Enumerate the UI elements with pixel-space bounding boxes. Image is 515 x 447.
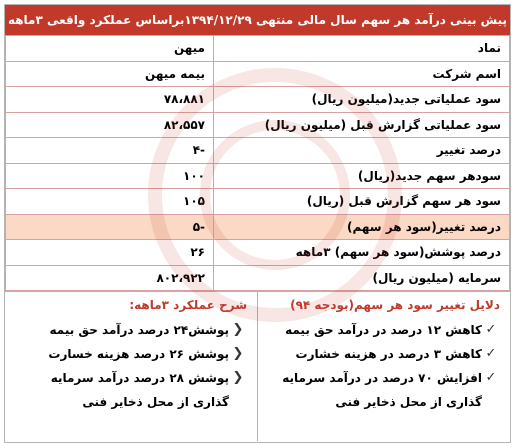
list-item — [13, 318, 247, 342]
table-row — [6, 138, 510, 164]
list-item-text: پوشش ۲۸ درصد درآمد سرمایه گذاری از محل ذخایر فنی — [50, 371, 229, 409]
list-item-text: کاهش ۳ درصد در هزینه خشارت — [295, 347, 482, 361]
performance-panel — [5, 292, 257, 441]
table-title: پیش بینی درآمد هر سهم سال مالی منتهی ۱۳۹۴/۱۲/۲۹براساس عملکرد واقعی ۳ماهه — [5, 5, 510, 35]
table-header-row — [6, 36, 510, 62]
list-item — [266, 366, 500, 414]
list-item — [13, 342, 247, 366]
arrow-bullet-icon: ❮ — [232, 322, 244, 337]
list-item — [266, 318, 500, 342]
list-item — [13, 366, 247, 414]
row-label: سود عملیاتی گزارش قبل (میلیون ریال) — [214, 112, 510, 138]
row-value: ۲۶ — [6, 240, 214, 266]
row-label: اسم شرکت — [214, 61, 510, 87]
row-value-negative: -۵ — [6, 214, 214, 240]
list-item-text: پوشش ۲۶ درصد هزینه خسارت — [48, 347, 229, 361]
row-label: سود عملیاتی جدید(میلیون ریال) — [214, 87, 510, 113]
header-label: نماد — [214, 36, 510, 62]
notes-section — [5, 291, 510, 441]
checkmark-icon: ✓ — [485, 370, 497, 385]
row-label: درصد تغییر(سود هر سهم) — [214, 214, 510, 240]
row-value: ۸۲،۵۵۷ — [6, 112, 214, 138]
table-row — [6, 61, 510, 87]
row-label: درصد پوشش(سود هر سهم) ۳ماهه — [214, 240, 510, 266]
checkmark-icon: ✓ — [485, 346, 497, 361]
row-value: ۱۰۰ — [6, 163, 214, 189]
forecast-card — [4, 4, 511, 443]
table-row-highlighted — [6, 214, 510, 240]
row-value: بیمه میهن — [6, 61, 214, 87]
row-label: سود هر سهم گزارش قبل (ریال) — [214, 189, 510, 215]
list-item-text: کاهش ۱۲ درصد در درآمد حق بیمه — [285, 323, 482, 337]
row-value: ۸۰۲،۹۲۲ — [6, 265, 214, 291]
table-row — [6, 189, 510, 215]
table-row — [6, 265, 510, 291]
header-value: میهن — [6, 36, 214, 62]
checkmark-icon: ✓ — [485, 322, 497, 337]
list-item-text: افزایش ۷۰ درصد در درآمد سرمایه گذاری از محل ذخایر فنی — [282, 371, 482, 409]
row-value: ۱۰۵ — [6, 189, 214, 215]
reasons-panel — [257, 292, 510, 441]
table-row — [6, 163, 510, 189]
row-label: درصد تغییر — [214, 138, 510, 164]
table-row — [6, 87, 510, 113]
list-item-text: پوشش۲۴ درصد درآمد حق بیمه — [49, 323, 229, 337]
arrow-bullet-icon: ❮ — [232, 370, 244, 385]
row-value: ۷۸،۸۸۱ — [6, 87, 214, 113]
reasons-title: دلایل تغییر سود هر سهم(بودجه ۹۴) — [290, 298, 500, 312]
row-label: سودهر سهم جدید(ریال) — [214, 163, 510, 189]
performance-title: شرح عملکرد ۳ماهه: — [129, 298, 247, 312]
row-value-negative: -۴ — [6, 138, 214, 164]
list-item — [266, 342, 500, 366]
row-label: سرمایه (میلیون ریال) — [214, 265, 510, 291]
arrow-bullet-icon: ❮ — [232, 346, 244, 361]
table-row — [6, 240, 510, 266]
forecast-table — [5, 35, 510, 291]
table-row — [6, 112, 510, 138]
